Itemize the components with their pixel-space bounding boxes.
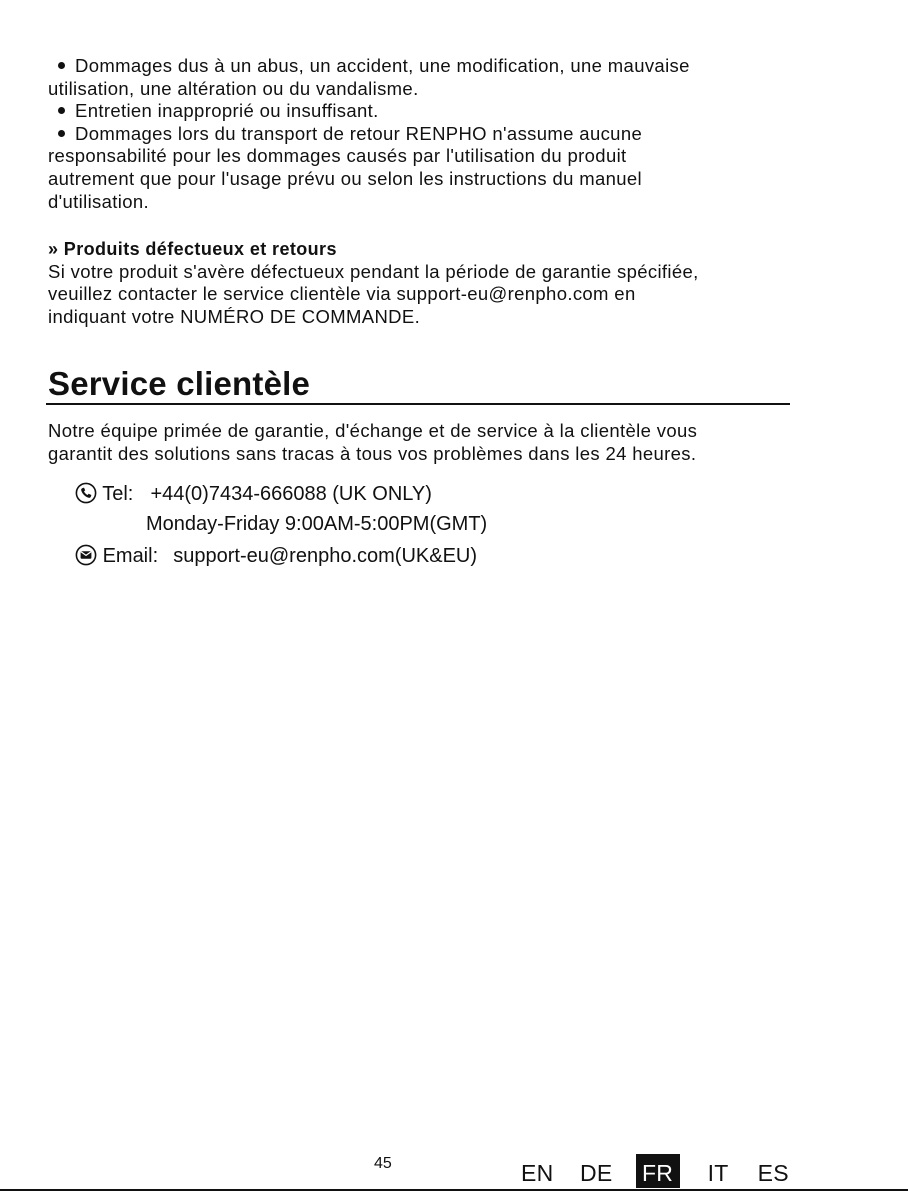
warranty-line-3: Dommages lors du transport de retour RENPHO n'assume aucune xyxy=(48,123,690,146)
language-bar xyxy=(521,1160,789,1187)
defective-line-1: veuillez contacter le service clientèle via support-eu@renpho.com en xyxy=(48,283,636,305)
defective-heading: » Produits défectueux et retours xyxy=(48,239,337,259)
warranty-line-2: Entretien inapproprié ou insuffisant. xyxy=(48,100,690,123)
bullet-dot xyxy=(58,107,65,114)
phone-icon xyxy=(75,482,97,504)
warranty-exclusions xyxy=(48,55,690,213)
tel-row xyxy=(75,479,432,509)
warranty-line-6: d'utilisation. xyxy=(48,190,149,212)
email-value[interactable]: support-eu@renpho.com(UK&EU) xyxy=(173,545,478,567)
tel-value[interactable]: +44(0)7434-666088 (UK ONLY) xyxy=(150,483,432,505)
language-de[interactable]: DE xyxy=(579,1160,613,1186)
language-it[interactable]: IT xyxy=(707,1160,729,1186)
bullet-dot xyxy=(58,62,65,69)
service-paragraph xyxy=(48,420,697,465)
service-line-1: garantit des solutions sans tracas à tous vos problèmes dans les 24 heures. xyxy=(48,442,697,464)
language-es[interactable]: ES xyxy=(757,1160,789,1186)
defective-line-2: indiquant votre NUMÉRO DE COMMANDE. xyxy=(48,305,421,327)
warranty-line-1: utilisation, une altération ou du vandalisme. xyxy=(48,77,419,99)
title-underline xyxy=(46,403,790,405)
bottom-rule xyxy=(0,1189,908,1191)
email-row xyxy=(75,541,477,571)
defective-line-0: Si votre produit s'avère défectueux pendant la période de garantie spécifiée, xyxy=(48,260,699,282)
service-title: Service clientèle xyxy=(48,365,311,402)
warranty-line-0: Dommages dus à un abus, un accident, une modification, une mauvaise xyxy=(48,55,690,78)
language-fr-active[interactable]: FR xyxy=(636,1154,680,1188)
warranty-line-4: responsabilité pour les dommages causés par l'utilisation du produit xyxy=(48,145,627,167)
page-number: 45 xyxy=(374,1155,392,1172)
service-line-0: Notre équipe primée de garantie, d'échange et de service à la clientèle vous xyxy=(48,420,698,441)
bullet-dot xyxy=(58,130,65,137)
tel-label: Tel: xyxy=(102,483,134,505)
defective-section xyxy=(48,238,699,328)
warranty-line-5: autrement que pour l'usage prévu ou selon les instructions du manuel xyxy=(48,167,642,189)
email-label: Email: xyxy=(102,545,159,567)
envelope-icon xyxy=(75,544,97,566)
service-hours: Monday-Friday 9:00AM-5:00PM(GMT) xyxy=(146,513,488,535)
language-en[interactable]: EN xyxy=(521,1160,554,1186)
